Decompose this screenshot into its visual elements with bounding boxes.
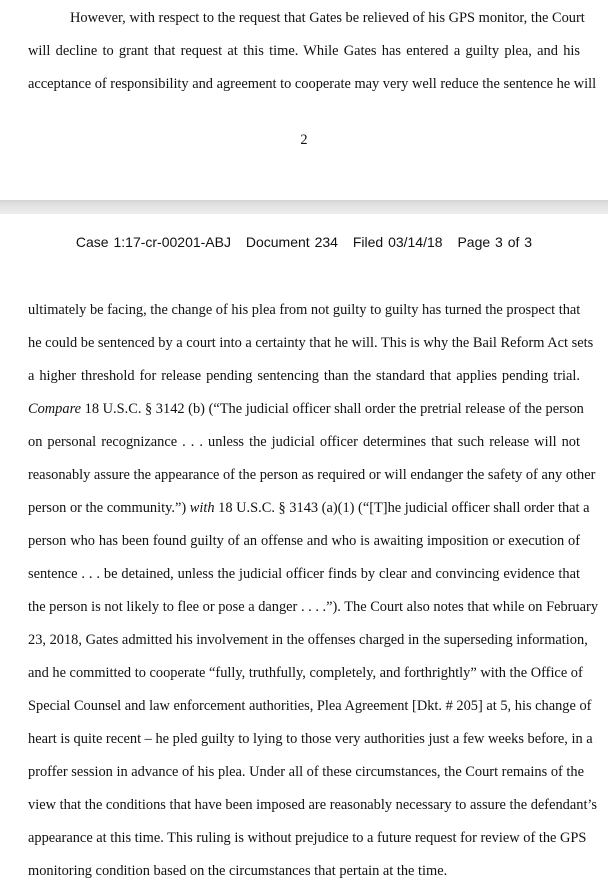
text-line: ultimately be facing, the change of his plea from not guilty to guilty has turned the prospect that (28, 302, 581, 318)
text-line: person who has been found guilty of an offense and who is awaiting imposition or execution of (28, 533, 580, 549)
text-line: a higher threshold for release pending sentencing than the standard that applies pending trial. (28, 368, 580, 384)
text-line: on personal recognizance . . . unless the judicial officer determines that such release will not (28, 434, 580, 450)
text-line: will decline to grant that request at this time. While Gates has entered a guilty plea, and his (28, 43, 580, 59)
text-line: appearance at this time. This ruling is without prejudice to a future request for review of the GPS (28, 830, 587, 846)
text-line (28, 499, 590, 517)
text-line: Special Counsel and law enforcement authorities, Plea Agreement [Dkt. # 205] at 5, his change of (28, 698, 592, 714)
filed-date: Filed 03/14/18 (352, 234, 443, 250)
text-line: 23, 2018, Gates admitted his involvement in the offenses charged in the superseding information, (28, 632, 588, 648)
text-line: However, with respect to the request that Gates be relieved of his GPS monitor, the Court (70, 10, 585, 26)
page-indicator: Page 3 of 3 (457, 234, 533, 250)
text-line: the person is not likely to flee or pose a danger . . . .”). The Court also notes that while on February (28, 599, 599, 615)
text-line (28, 400, 584, 418)
citation-text: 18 U.S.C. § 3142 (b) (“The judicial officer shall order the pretrial release of the person (84, 401, 584, 417)
case-number: Case 1:17-cr-00201-ABJ (75, 234, 231, 250)
text-line: acceptance of responsibility and agreement to cooperate may very well reduce the sentence he will (28, 76, 597, 92)
text-line: sentence . . . be detained, unless the judicial officer finds by clear and convincing evidence that (28, 566, 580, 582)
with-signal: with (189, 500, 215, 516)
text-line: monitoring condition based on the circumstances that pertain at the time. (28, 863, 448, 879)
text-line: and he committed to cooperate “fully, truthfully, completely, and forthrightly” with the Office of (28, 665, 583, 681)
text-line: view that the conditions that have been imposed are reasonably necessary to assure the defendant’s (28, 797, 598, 813)
document-number: Document 234 (245, 234, 338, 250)
page-separator (0, 200, 608, 214)
text-line: proffer session in advance of his plea. Under all of these circumstances, the Court remains of the (28, 764, 584, 780)
text-line: he could be sentenced by a court into a certainty that he will. This is why the Bail Reform Act sets (28, 335, 594, 351)
citation-text: 18 U.S.C. § 3143 (a)(1) (“[T]he judicial officer shall order that a (218, 500, 590, 516)
page-2-bottom (0, 0, 608, 200)
compare-signal: Compare (28, 401, 82, 417)
citation-text: person or the community.”) (28, 500, 187, 516)
text-line: heart is quite recent – he pled guilty to lying to those very authorities just a few weeks before, in a (28, 731, 593, 747)
case-header (0, 233, 608, 251)
text-line: reasonably assure the appearance of the person as required or will endanger the safety of any other (28, 467, 596, 483)
page-number: 2 (300, 132, 308, 148)
